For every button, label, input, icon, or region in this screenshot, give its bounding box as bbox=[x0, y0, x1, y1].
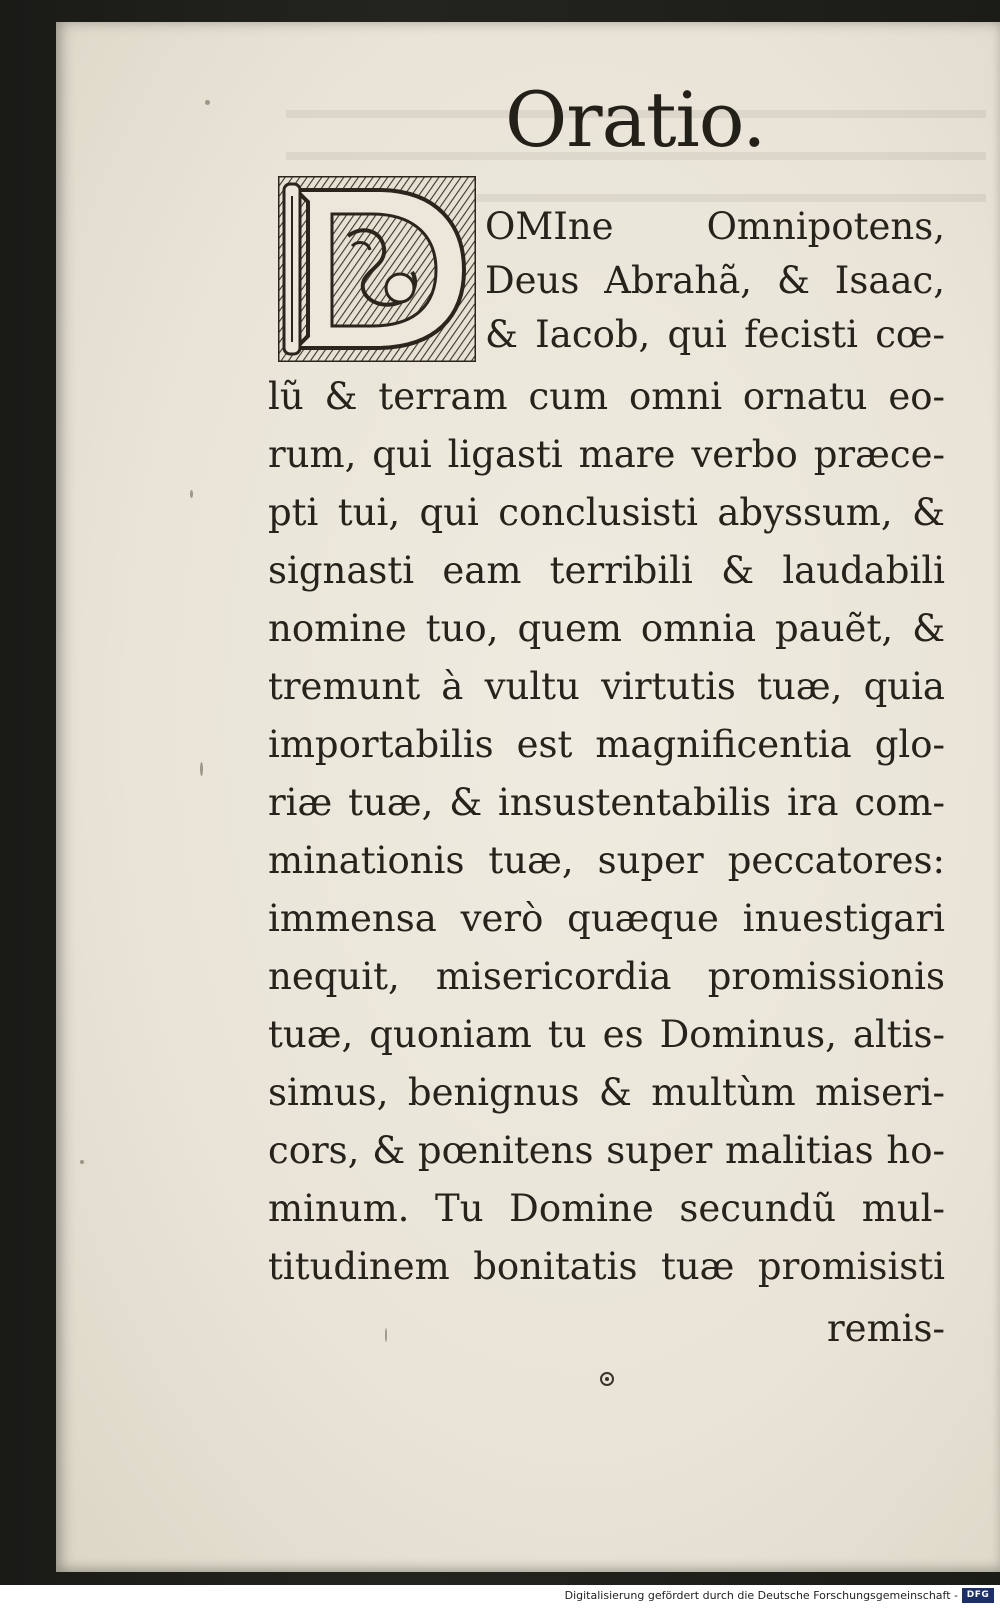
text-line: lũ & terram cum omni ornatu eo- bbox=[268, 375, 945, 418]
decorated-initial-d bbox=[278, 176, 476, 362]
text-line: importabilis est magnificentia glo- bbox=[268, 723, 945, 766]
text-line: tuæ, quoniam tu es Dominus, altis- bbox=[268, 1013, 945, 1056]
text-line: simus, benignus & multùm miseri- bbox=[268, 1071, 945, 1114]
dfg-logo: DFG bbox=[962, 1588, 994, 1603]
paper-speck bbox=[80, 1160, 84, 1164]
signature-mark bbox=[600, 1372, 614, 1386]
paper-speck bbox=[205, 100, 210, 105]
text-line: nomine tuo, quem omnia pauẽt, & bbox=[268, 607, 945, 650]
catchword: remis- bbox=[827, 1307, 945, 1350]
text-line: riæ tuæ, & insustentabilis ira com- bbox=[268, 781, 945, 824]
text-line: tremunt à vultu virtutis tuæ, quia bbox=[268, 665, 945, 708]
paper-speck bbox=[200, 762, 203, 776]
text-line: cors, & pœnitens super malitias ho- bbox=[268, 1129, 945, 1172]
text-line: signasti eam terribili & laudabili bbox=[268, 549, 945, 592]
text-line-beside-initial: OMIne Omnipotens, bbox=[485, 205, 945, 248]
text-line-beside-initial: & Iacob, qui fecisti cœ- bbox=[485, 313, 945, 356]
paper-speck bbox=[190, 490, 193, 498]
text-line: nequit, misericordia promissionis bbox=[268, 955, 945, 998]
page-heading: Oratio. bbox=[505, 75, 766, 164]
text-line: titudinem bonitatis tuæ promisisti bbox=[268, 1245, 945, 1288]
text-line: immensa verò quæque inuestigari bbox=[268, 897, 945, 940]
funding-credit: Digitalisierung gefördert durch die Deutsche Forschungsgemeinschaft - bbox=[564, 1589, 958, 1602]
paper-speck bbox=[385, 1328, 387, 1342]
text-line: rum, qui ligasti mare verbo præce- bbox=[268, 433, 945, 476]
text-line: minationis tuæ, super peccatores: bbox=[268, 839, 945, 882]
text-line-beside-initial: Deus Abrahã, & Isaac, bbox=[485, 259, 945, 302]
footer-bar bbox=[0, 1585, 1000, 1608]
text-line: minum. Tu Domine secundũ mul- bbox=[268, 1187, 945, 1230]
text-line: pti tui, qui conclusisti abyssum, & bbox=[268, 491, 945, 534]
